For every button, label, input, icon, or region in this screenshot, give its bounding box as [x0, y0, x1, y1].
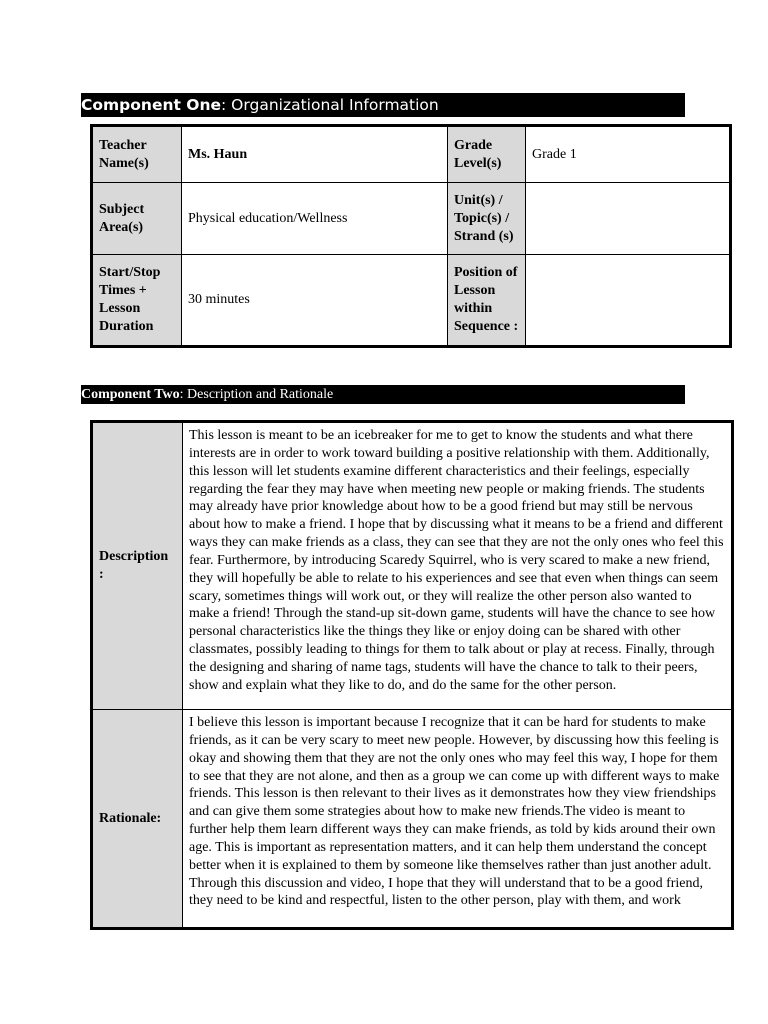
organizational-info-table [90, 124, 732, 348]
lesson-position-value [526, 255, 731, 347]
start-stop-times-value: 30 minutes [182, 255, 448, 347]
subject-area-label: Subject Area(s) [92, 183, 182, 255]
component-two-title-bold: Component Two [81, 387, 180, 402]
component-one-title-rest: : Organizational Information [221, 96, 439, 114]
lesson-position-label: Position of Lesson within Sequence : [448, 255, 526, 347]
teacher-name-label: Teacher Name(s) [92, 126, 182, 183]
unit-topic-value [526, 183, 731, 255]
table-row [92, 422, 733, 710]
rationale-text-content: I believe this lesson is important because I recognize that it can be hard for students to make friends, as it can be very scary to meet new people. However, by discussing how this feeling is okay and showing them that they are not the only ones who may feel this way, I hope for them to see that they are not alone, and then as a group we can come up with different ways to make friends. This lesson is then relevant to their lives as it demonstrates how they view friendships and can give them some strategies about how to make new friends.The video is meant to further help them learn different ways they can make friends, as told by kids around their own age. This is important as representation matters, and it can help them understand the concept better when it is explained to them by someone like themselves rather than just another adult. Through this discussion and video, I hope that they will understand that to be a good friend, they need to be kind and respectful, listen to the other person, play with them, and work [189, 715, 720, 909]
subject-area-value: Physical education/Wellness [182, 183, 448, 255]
component-one-heading [81, 93, 685, 117]
grade-level-value: Grade 1 [526, 126, 731, 183]
unit-topic-label: Unit(s) / Topic(s) / Strand (s) [448, 183, 526, 255]
table-row [92, 126, 731, 183]
teacher-name-value: Ms. Haun [182, 126, 448, 183]
table-row [92, 183, 731, 255]
table-row [92, 710, 733, 929]
rationale-label: Rationale: [92, 710, 183, 929]
description-label: Description : [92, 422, 183, 710]
component-one-title-bold: Component One [81, 96, 222, 114]
description-text [183, 422, 733, 710]
component-two-heading [81, 385, 685, 404]
rationale-text [183, 710, 733, 929]
component-two-title-rest: : Description and Rationale [179, 387, 334, 402]
description-rationale-table [90, 420, 734, 930]
start-stop-times-label: Start/Stop Times + Lesson Duration [92, 255, 182, 347]
table-row [92, 255, 731, 347]
description-text-content: This lesson is meant to be an icebreaker for me to get to know the students and what there interests are in order to work toward building a positive relationship with them. Additionally, this lesson will let students examine different characteristics and their feelings, especially regarding the fear they may have when meeting new people or making friends. The students may already have prior knowledge about how to be a good friend but may still be nervous about how to make a friend. I hope that by discussing what it means to be a friend and different ways they can make friends as a class, they can see that they are not the only ones who feel this fear. Furthermore, by introducing Scaredy Squirrel, who is very scared to make a new friend, they will hopefully be able to relate to his experiences and see that even when things can seem scary, sometimes things will work out, or they will realize the other person also wanted to make a friend! Through the stand-up sit-down game, students will have the chance to see how personal characteristics like the things they like or enjoy doing can be shared with other classmates, possibly leading to things for them to talk about or play at recess. Finally, through the designing and sharing of name tags, students will have the chance to talk to their peers, show and explain what they like to do, and do the same for the other person. [189, 428, 724, 693]
grade-level-label: Grade Level(s) [448, 126, 526, 183]
